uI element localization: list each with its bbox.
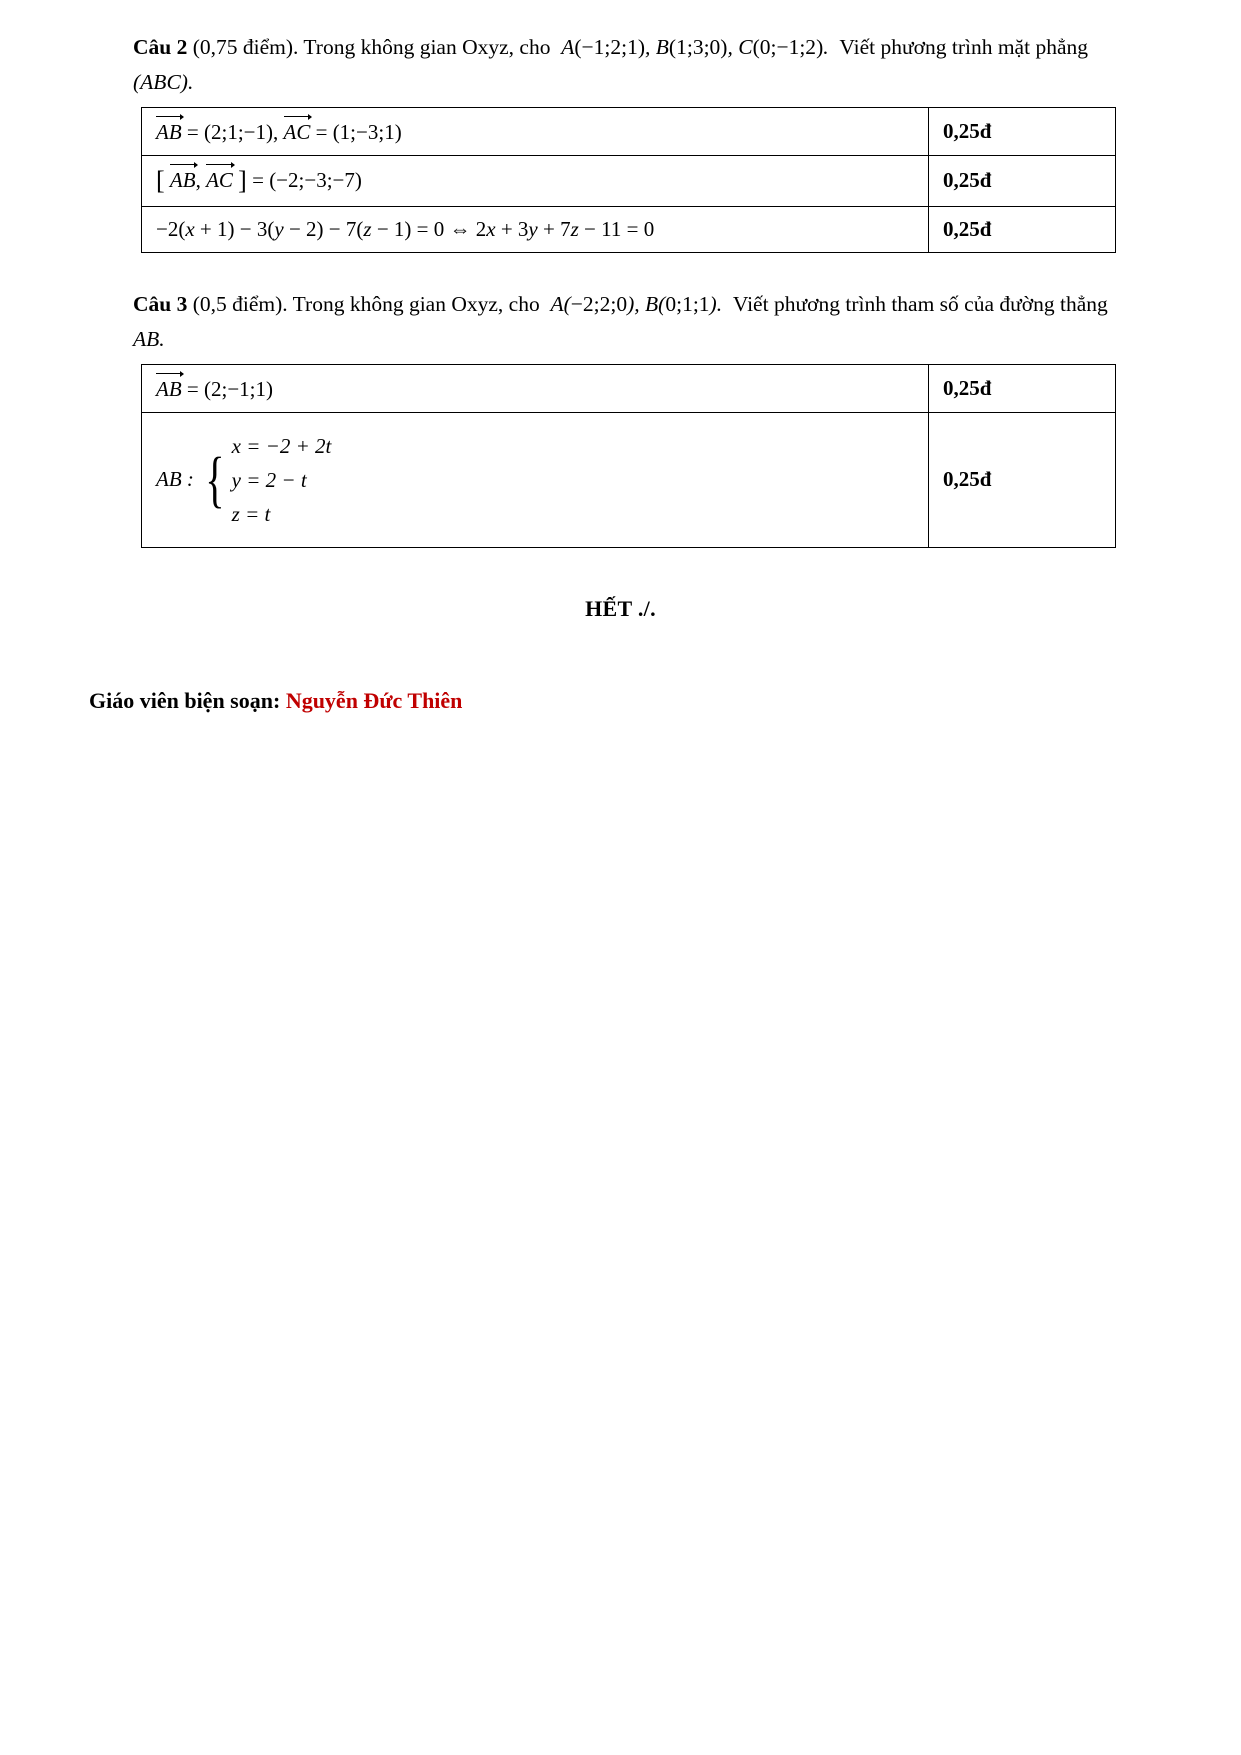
system-brace: { — [205, 445, 225, 514]
question-2-row-2-formula: [ AB, AC ] = (−2;−3;−7) — [142, 155, 929, 206]
question-2-row-3-formula: −2(x + 1) − 3(y − 2) − 7(z − 1) = 0 ⇔ 2x + 3y + 7z − 11 = 0 — [142, 206, 929, 252]
table-row — [142, 412, 1116, 547]
footer-teacher — [89, 688, 1108, 714]
question-3-text-1: Trong không gian Oxyz, cho — [292, 291, 540, 316]
question-3-row-1-formula: AB = (2;−1;1) — [142, 364, 929, 412]
question-2-row-1-formula: AB = (2;1;−1), AC = (1;−3;1) — [142, 107, 929, 155]
question-2-row-3-score: 0,25đ — [929, 206, 1116, 252]
system-line-1: x = −2 + 2t — [231, 433, 332, 458]
footer-label: Giáo viên biện soạn: — [89, 687, 281, 713]
question-3-statement — [133, 287, 1108, 358]
table-row — [142, 364, 1116, 412]
question-3-row-2-formula — [142, 412, 929, 547]
question-2-given: A(−1;2;1), B(1;3;0), C(0;−1;2). — [561, 35, 829, 59]
question-3-target: AB. — [133, 327, 165, 352]
question-2-grading-table — [141, 107, 1116, 253]
question-3-grading-table — [141, 364, 1116, 548]
question-3-label: Câu 3 — [133, 291, 188, 316]
question-3-row-1-score: 0,25đ — [929, 364, 1116, 412]
system-line-3: z = t — [231, 501, 271, 526]
question-3-points: (0,5 điểm). — [192, 291, 288, 316]
question-2-row-2-score: 0,25đ — [929, 155, 1116, 206]
end-marker: HẾT ./. — [585, 595, 656, 621]
footer-teacher-name: Nguyễn Đức Thiên — [285, 687, 463, 713]
question-2-points: (0,75 điểm). — [192, 35, 299, 59]
question-2-text-2: Viết phương trình mặt phẳng — [839, 35, 1088, 59]
system-line-2: y = 2 − t — [231, 467, 307, 492]
question-2-text-1: Trong không gian Oxyz, cho — [303, 35, 551, 59]
question-2-target: (ABC). — [133, 70, 194, 95]
question-2-row-1-score: 0,25đ — [929, 107, 1116, 155]
document-content — [89, 30, 1108, 714]
system-prefix: AB : — [156, 467, 194, 492]
question-3-row-2-score: 0,25đ — [929, 412, 1116, 547]
question-3-given: A(−2;2;0), B(0;1;1). — [550, 291, 723, 316]
question-3-text-2: Viết phương trình tham số của đường thẳng — [732, 291, 1108, 316]
table-row — [142, 155, 1116, 206]
table-row — [142, 206, 1116, 252]
question-2-label: Câu 2 — [133, 35, 188, 59]
question-2-statement — [133, 30, 1108, 101]
table-row — [142, 107, 1116, 155]
